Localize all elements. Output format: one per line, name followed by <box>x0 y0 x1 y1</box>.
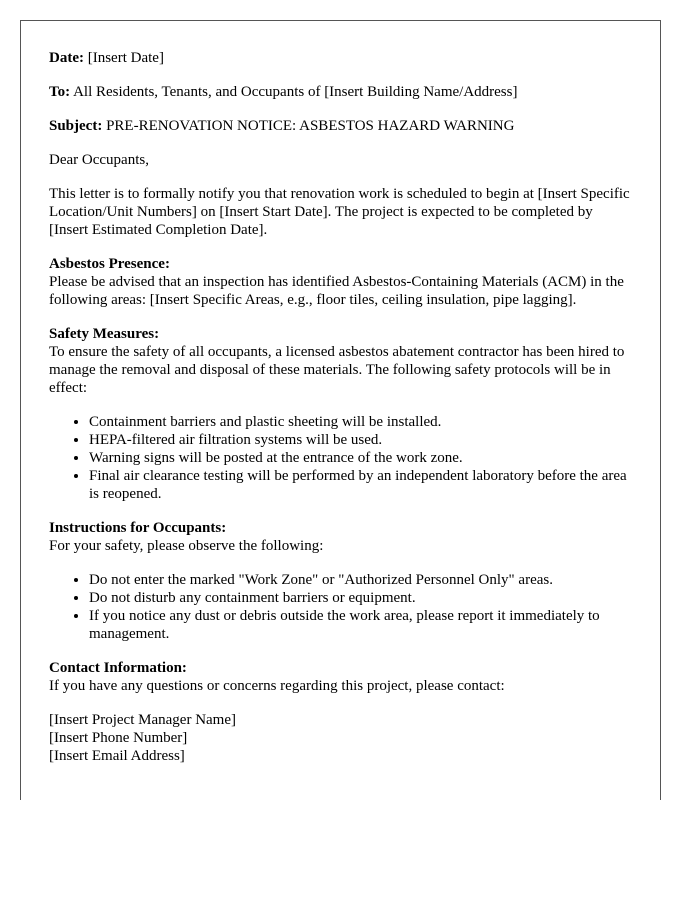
list-item: • Warning signs will be posted at the entrance of the work zone. <box>89 449 632 467</box>
asbestos-text: Please be advised that an inspection has identified Asbestos-Containing Materials (ACM) in the following areas: [Insert Specific Areas, e.g., floor tiles, ceiling insulation, pipe lagging]. <box>49 274 624 308</box>
letter-document <box>20 20 661 800</box>
list-item: • HEPA-filtered air filtration systems will be used. <box>89 431 632 449</box>
asbestos-heading: Asbestos Presence: <box>49 256 170 272</box>
to-value: All Residents, Tenants, and Occupants of [Insert Building Name/Address] <box>73 84 518 100</box>
salutation: Dear Occupants, <box>49 152 149 168</box>
subject-value: PRE-RENOVATION NOTICE: ASBESTOS HAZARD WARNING <box>106 118 515 134</box>
safety-text: To ensure the safety of all occupants, a licensed asbestos abatement contractor has been hired to manage the removal and disposal of these materials. The following safety protocols will be in effect: <box>49 344 625 396</box>
list-item: • Do not disturb any containment barriers or equipment. <box>89 589 632 607</box>
list-item: • Final air clearance testing will be performed by an independent laboratory before the area is reopened. <box>89 467 632 503</box>
contact-email: [Insert Email Address] <box>49 748 185 764</box>
list-item: • If you notice any dust or debris outside the work area, please report it immediately to management. <box>89 607 632 643</box>
contact-phone: [Insert Phone Number] <box>49 730 188 746</box>
date-line <box>49 49 632 67</box>
subject-label: Subject: <box>49 118 103 134</box>
date-value: [Insert Date] <box>87 50 164 66</box>
instructions-text: For your safety, please observe the following: <box>49 538 324 554</box>
safety-section <box>49 325 632 397</box>
subject-line <box>49 117 632 135</box>
intro-paragraph: This letter is to formally notify you that renovation work is scheduled to begin at [Insert Specific Location/Unit Numbers] on [Insert Start Date]. The project is expected to be completed by [Insert Estimated Completion Date]. <box>49 186 630 238</box>
contact-section <box>49 659 632 695</box>
contact-heading: Contact Information: <box>49 660 187 676</box>
instructions-heading: Instructions for Occupants: <box>49 520 227 536</box>
instructions-list <box>49 571 632 643</box>
list-item: • Containment barriers and plastic sheeting will be installed. <box>89 413 632 431</box>
contact-text: If you have any questions or concerns regarding this project, please contact: <box>49 678 505 694</box>
instructions-section <box>49 519 632 555</box>
to-label: To: <box>49 84 71 100</box>
safety-heading: Safety Measures: <box>49 326 160 342</box>
to-line <box>49 83 632 101</box>
contact-lines <box>49 711 632 765</box>
list-item: • Do not enter the marked "Work Zone" or "Authorized Personnel Only" areas. <box>89 571 632 589</box>
safety-list <box>49 413 632 503</box>
date-label: Date: <box>49 50 84 66</box>
contact-name: [Insert Project Manager Name] <box>49 712 237 728</box>
asbestos-section <box>49 255 632 309</box>
